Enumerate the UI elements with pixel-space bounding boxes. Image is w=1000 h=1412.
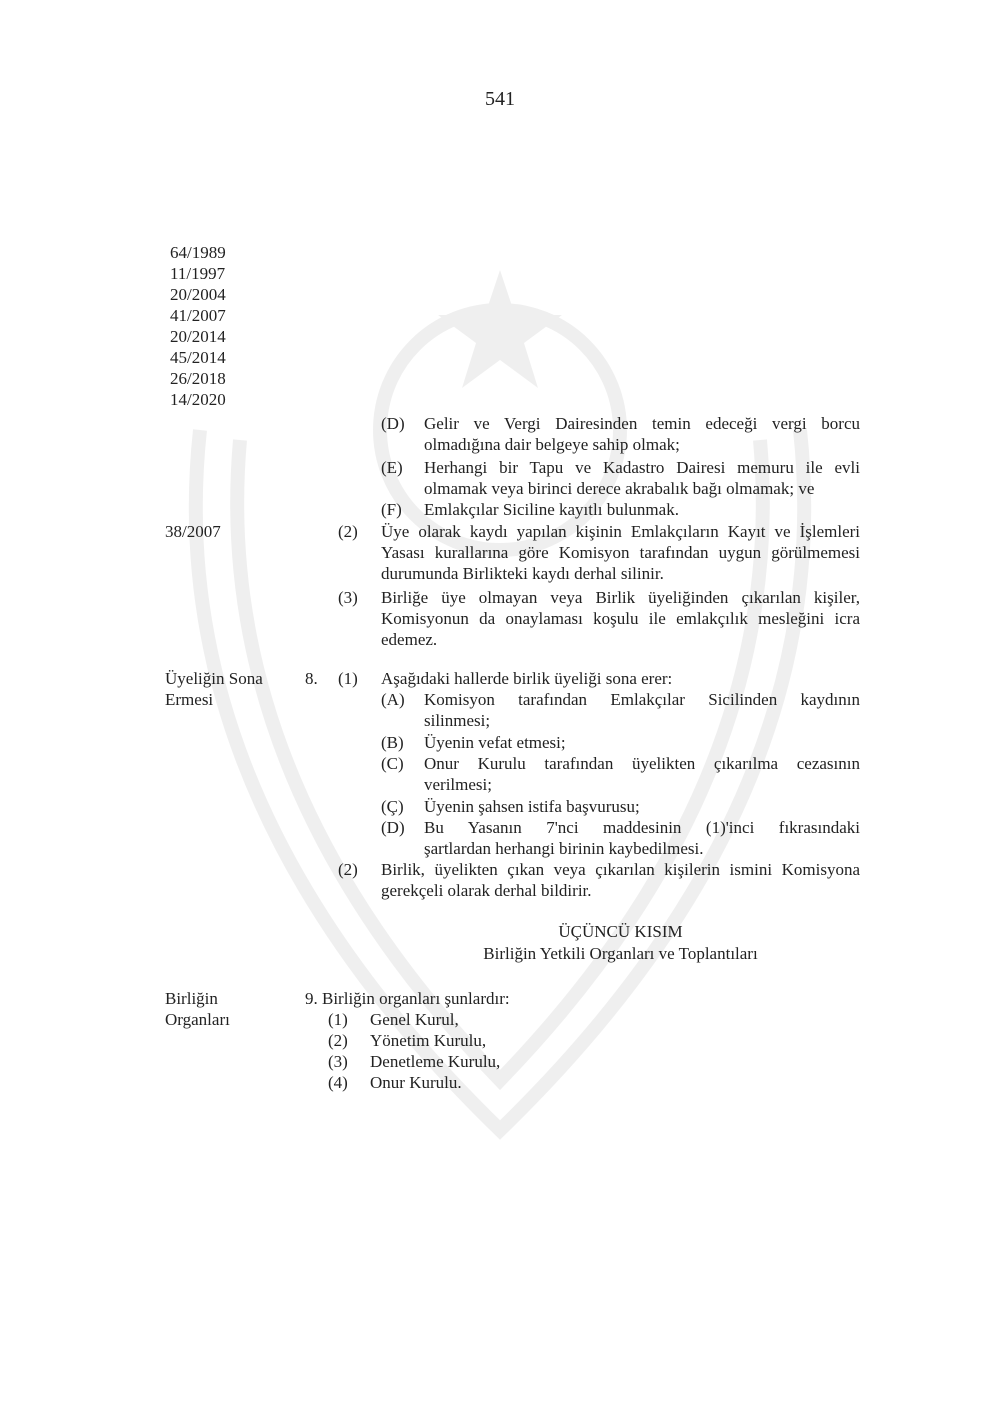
margin-heading <box>165 988 230 1030</box>
law-reference: 14/2020 <box>170 390 226 409</box>
law-reference: 20/2014 <box>170 327 226 346</box>
item-letter: (Ç) <box>381 797 404 816</box>
organ-number: (4) <box>328 1073 348 1092</box>
organ-number: (3) <box>328 1052 348 1071</box>
paragraph-number: (2) <box>338 522 358 541</box>
item-letter: (B) <box>381 733 404 752</box>
item-text: olmamak veya birinci derece akrabalık bağı olmamak; ve <box>424 479 815 498</box>
item-text: olmadığına dair belgeye sahip olmak; <box>424 435 680 454</box>
law-reference: 41/2007 <box>170 306 226 325</box>
item-text: Üyenin şahsen istifa başvurusu; <box>424 797 640 816</box>
organ-name: Genel Kurul, <box>370 1010 459 1029</box>
organ-name: Denetleme Kurulu, <box>370 1052 501 1071</box>
paragraph-text: Birlik, üyelikten çıkan veya çıkarılan kişilerin ismini Komisyona <box>381 860 860 879</box>
organ-number: (2) <box>328 1031 348 1050</box>
law-reference: 11/1997 <box>170 264 226 283</box>
paragraph-text: Komisyonun da onaylaması koşulu ile emlakçılık mesleğini icra <box>381 609 860 628</box>
organ-number: (1) <box>328 1010 348 1029</box>
item-text: Üyenin vefat etmesi; <box>424 733 566 752</box>
page-number: 541 <box>485 88 515 110</box>
part-heading: ÜÇÜNCÜ KISIM <box>558 922 683 941</box>
margin-heading <box>165 668 263 710</box>
article-lead: 9. Birliğin organları şunlardır: <box>305 989 510 1008</box>
law-references <box>170 242 226 410</box>
law-reference: 26/2018 <box>170 369 226 388</box>
paragraph-text: gerekçeli olarak derhal bildirir. <box>381 881 592 900</box>
item-text: şartlardan herhangi birinin kaybedilmesi. <box>424 839 704 858</box>
paragraph-text: Yasası kurallarına göre Komisyon tarafından uygun görülmemesi <box>381 543 860 562</box>
law-reference: 38/2007 <box>165 522 221 541</box>
item-text: verilmesi; <box>424 775 492 794</box>
part-subheading: Birliğin Yetkili Organları ve Toplantıları <box>483 944 758 963</box>
margin-heading-line: Üyeliğin Sona <box>165 669 263 688</box>
paragraph-text: edemez. <box>381 630 438 649</box>
item-text: Onur Kurulu tarafından üyelikten çıkarılma cezasının <box>424 754 860 773</box>
paragraph-text: Birliğe üye olmayan veya Birlik üyeliğinden çıkarılan kişiler, <box>381 588 860 607</box>
item-letter: (D) <box>381 818 405 837</box>
paragraph-text: durumunda Birlikteki kaydı derhal silinir. <box>381 564 664 583</box>
item-text: Herhangi bir Tapu ve Kadastro Dairesi memuru ile evli <box>424 458 860 477</box>
margin-heading-line: Organları <box>165 1010 230 1029</box>
margin-heading-line: Birliğin <box>165 989 218 1008</box>
law-reference: 20/2004 <box>170 285 226 304</box>
paragraph-text: Aşağıdaki hallerde birlik üyeliği sona erer: <box>381 669 673 688</box>
organ-name: Yönetim Kurulu, <box>370 1031 487 1050</box>
margin-heading-line: Ermesi <box>165 690 214 709</box>
item-text: Komisyon tarafından Emlakçılar Sicilinden kaydının <box>424 690 860 709</box>
item-letter: (F) <box>381 500 402 519</box>
law-reference: 64/1989 <box>170 243 226 262</box>
item-text: Emlakçılar Siciline kayıtlı bulunmak. <box>424 500 679 519</box>
paragraph-number: (1) <box>338 669 358 688</box>
paragraph-text: Üye olarak kaydı yapılan kişinin Emlakçıların Kayıt ve İşlemleri <box>381 522 860 541</box>
organ-name: Onur Kurulu. <box>370 1073 462 1092</box>
paragraph-number: (3) <box>338 588 358 607</box>
paragraph-number: (2) <box>338 860 358 879</box>
item-letter: (E) <box>381 458 403 477</box>
item-letter: (A) <box>381 690 405 709</box>
item-text: Bu Yasanın 7'nci maddesinin (1)'inci fıkrasındaki <box>424 818 860 837</box>
item-letter: (D) <box>381 414 405 433</box>
law-reference: 45/2014 <box>170 348 226 367</box>
item-text: Gelir ve Vergi Dairesinden temin edeceği vergi borcu <box>424 414 860 433</box>
article-number: 8. <box>305 669 318 688</box>
item-text: silinmesi; <box>424 711 491 730</box>
item-letter: (C) <box>381 754 404 773</box>
